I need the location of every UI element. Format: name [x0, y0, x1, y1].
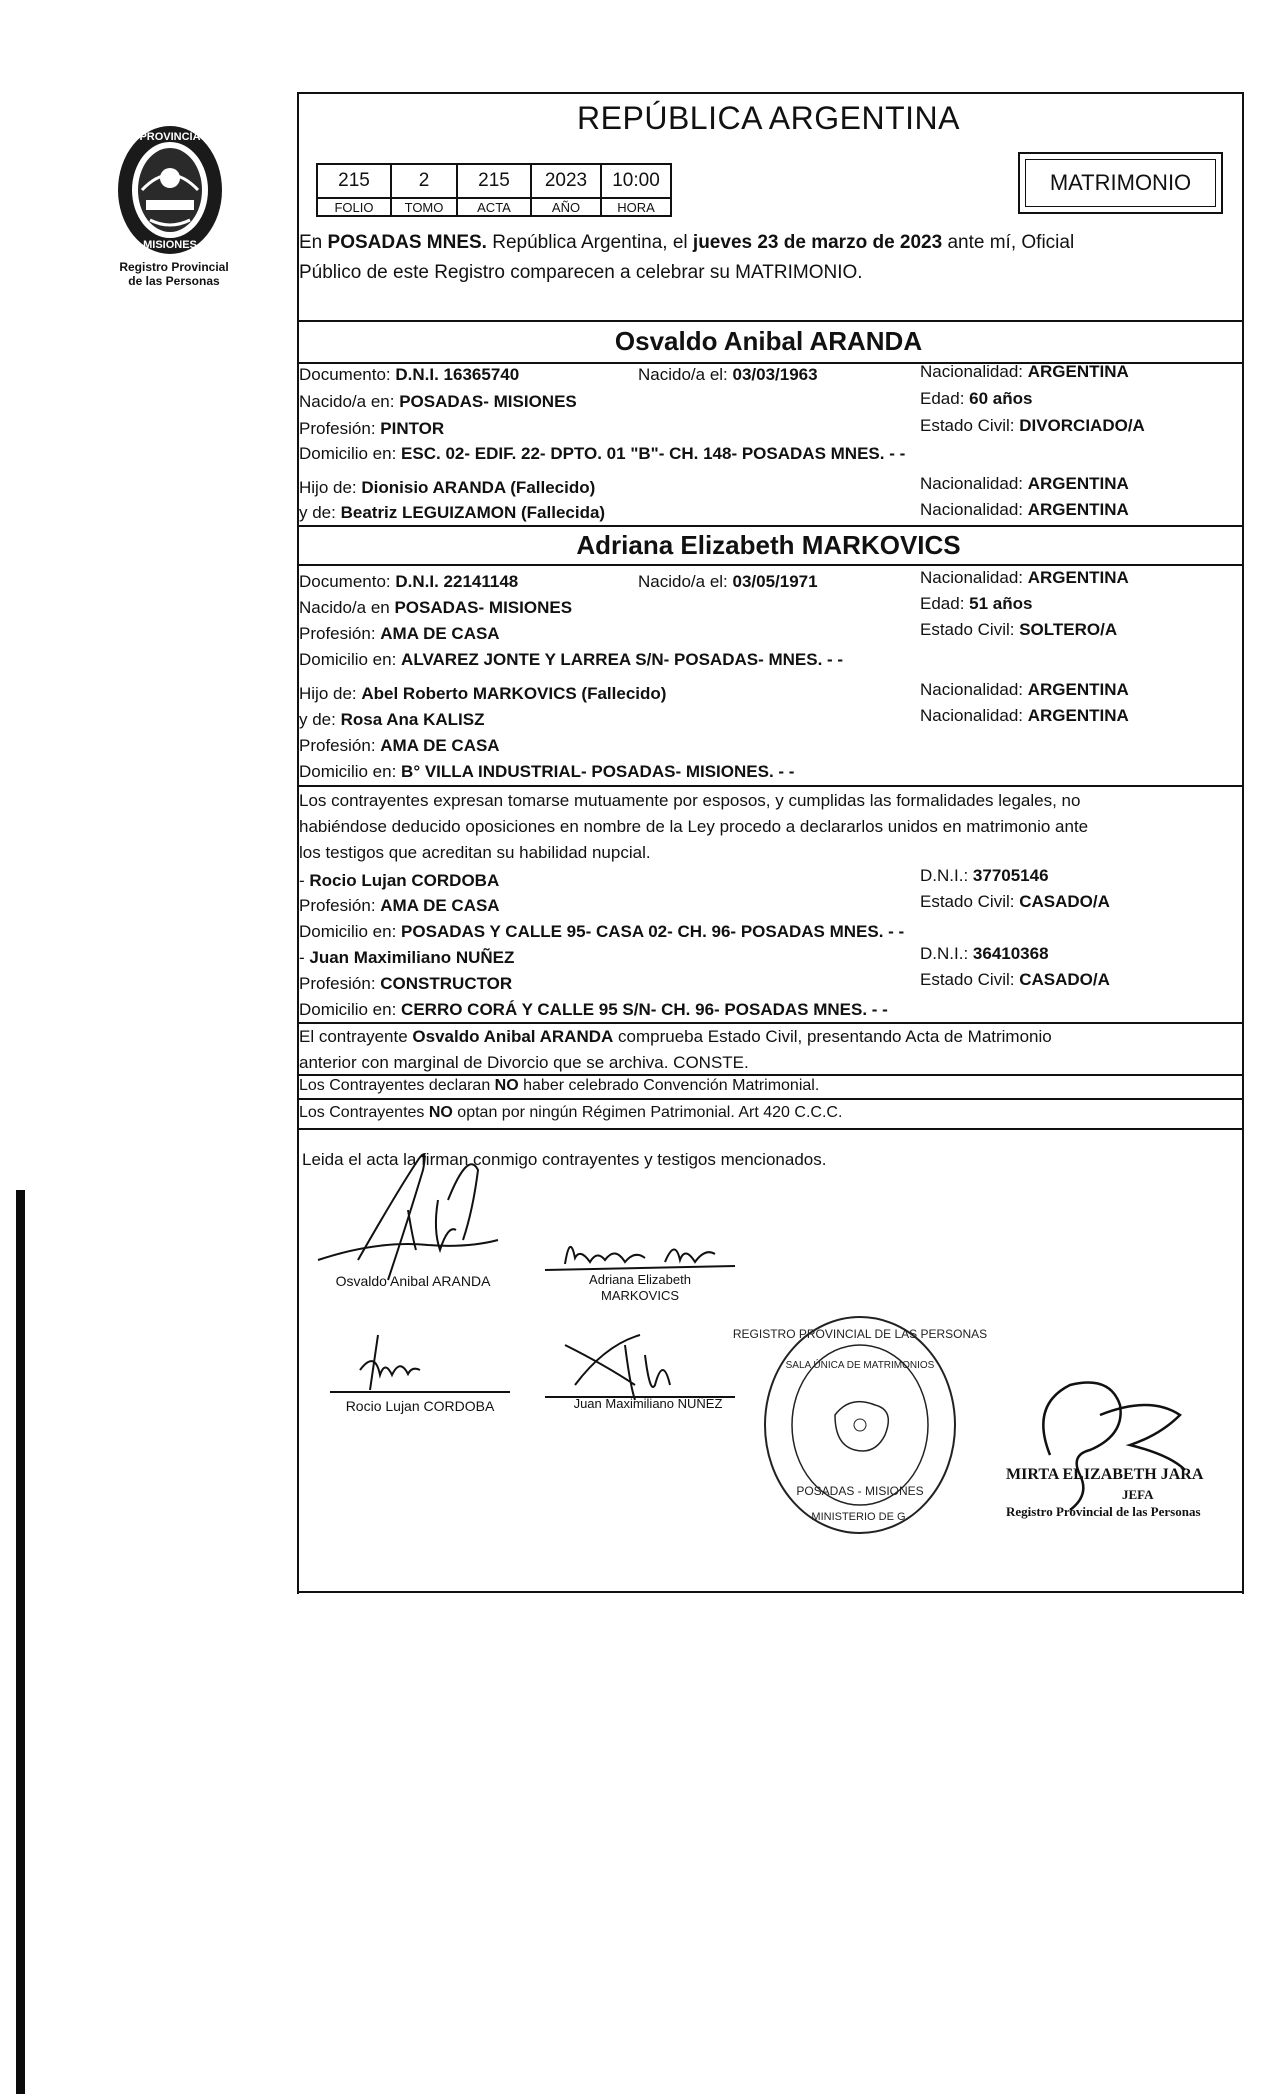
civil-status-note: [297, 1024, 1242, 1076]
witness2-civil-status: Estado Civil: CASADO/A: [920, 970, 1110, 989]
spouse2-name: Adriana Elizabeth MARKOVICS: [576, 530, 961, 560]
spouse2-father-nationality: Nacionalidad: ARGENTINA: [920, 680, 1129, 699]
spouse1-civil-status: Estado Civil: DIVORCIADO/A: [920, 416, 1145, 435]
spouse2-age: Edad: 51 años: [920, 594, 1033, 613]
seal-outer-text: REGISTRO PROVINCIAL DE LAS PERSONAS: [732, 1327, 988, 1341]
witness1-signature-label: Rocio Lujan CORDOBA: [345, 1398, 495, 1414]
spouse1-nationality: Nacionalidad: ARGENTINA: [920, 362, 1129, 381]
seal-ministry-text: MINISTERIO DE G.: [811, 1511, 909, 1523]
declaration-line3: los testigos que acreditan su habilidad nupcial.: [299, 843, 651, 862]
declaration-line2: habiéndose deducido oposiciones en nombre de la Ley procedo a declararlos unidos en matrimonio ante: [299, 817, 1089, 836]
spouse1-address: Domicilio en: ESC. 02- EDIF. 22- DPTO. 01 "B"- CH. 148- POSADAS MNES. - -: [299, 444, 906, 463]
spouse1-father-nationality: Nacionalidad: ARGENTINA: [920, 474, 1129, 493]
witness2-signature-label: Juan Maximiliano NUÑEZ: [573, 1396, 723, 1411]
officer-name: MIRTA ELIZABETH JARA: [1006, 1466, 1204, 1483]
spouse1-signature-icon: [298, 1130, 538, 1290]
spouse2-mother-profession: Profesión: AMA DE CASA: [299, 736, 500, 755]
spouse2-mother-nationality: Nacionalidad: ARGENTINA: [920, 706, 1129, 725]
acta-label: ACTA: [457, 198, 531, 216]
spouse2-mother: y de: Rosa Ana KALISZ: [299, 710, 485, 729]
spouse2-mother-address: Domicilio en: B° VILLA INDUSTRIAL- POSADAS- MISIONES. - -: [299, 762, 795, 781]
folio-label: FOLIO: [317, 198, 391, 216]
spouse2-profession: Profesión: AMA DE CASA: [299, 624, 500, 643]
registry-seal-icon: [732, 1310, 988, 1540]
spouse2-address: Domicilio en: ALVAREZ JONTE Y LARREA S/N- POSADAS- MNES. - -: [299, 650, 844, 669]
regime-statement: Los Contrayentes NO optan por ningún Régimen Patrimonial. Art 420 C.C.C.: [299, 1104, 843, 1121]
declaration-paragraph: [297, 788, 1242, 866]
certificate-type-box: [1018, 152, 1223, 214]
witness2-profession: Profesión: CONSTRUCTOR: [299, 974, 513, 993]
spouse2-father: Hijo de: Abel Roberto MARKOVICS (Fallecido): [299, 684, 667, 703]
spouse2-birthdate: Nacido/a el: 03/05/1971: [638, 572, 818, 591]
hour-label: HORA: [601, 198, 671, 216]
spouse1-mother: y de: Beatriz LEGUIZAMON (Fallecida): [299, 503, 606, 522]
certificate-type: MATRIMONIO: [1049, 170, 1192, 195]
officer-office: Registro Provincial de las Personas: [1006, 1504, 1201, 1519]
page-title: REPÚBLICA ARGENTINA: [577, 100, 960, 136]
logo-caption-line1: Registro Provincial: [119, 260, 229, 274]
divider: [297, 785, 1242, 787]
witness2-signature-icon: [545, 1325, 745, 1405]
spouse1-birthdate: Nacido/a el: 03/03/1963: [638, 365, 818, 384]
divider: [297, 1098, 1242, 1100]
note-line2: anterior con marginal de Divorcio que se archiva. CONSTE.: [299, 1053, 749, 1072]
note-line1: El contrayente Osvaldo Anibal ARANDA comprueba Estado Civil, presentando Acta de Matrimonio: [299, 1027, 1052, 1046]
closing-statement: Leida el acta la firman conmigo contrayentes y testigos mencionados.: [302, 1150, 827, 1169]
tomo-label: TOMO: [391, 198, 457, 216]
divider: [297, 564, 1242, 566]
hour-value: 10:00: [601, 164, 671, 198]
witness2-name: - Juan Maximiliano NUÑEZ: [299, 948, 515, 967]
logo-caption: [104, 260, 244, 288]
province-coat-of-arms-icon: [110, 120, 230, 280]
logo-ring-top: PROVINCIA: [139, 131, 201, 143]
witness1-civil-status: Estado Civil: CASADO/A: [920, 892, 1110, 911]
spouse1-name: Osvaldo Anibal ARANDA: [614, 326, 923, 356]
witness1-name: - Rocio Lujan CORDOBA: [299, 871, 500, 890]
intro-line1: En POSADAS MNES. República Argentina, el jueves 23 de marzo de 2023 ante mí, Oficial: [299, 232, 1075, 253]
seal-inner-text: SALA ÚNICA DE MATRIMONIOS: [785, 1360, 935, 1371]
year-value: 2023: [531, 164, 601, 198]
witness1-profession: Profesión: AMA DE CASA: [299, 896, 500, 915]
folio-value: 215: [317, 164, 391, 198]
witness2-address: Domicilio en: CERRO CORÁ Y CALLE 95 S/N- CH. 96- POSADAS MNES. - -: [299, 1000, 888, 1019]
scan-edge-bar: [16, 1190, 25, 2094]
intro-paragraph: [297, 228, 1242, 288]
convention-statement: Los Contrayentes declaran NO haber celebrado Convención Matrimonial.: [299, 1077, 820, 1094]
intro-city: POSADAS MNES.: [327, 232, 487, 253]
officer-signature-icon: [1010, 1375, 1200, 1515]
certificate-frame-bottom: [297, 1591, 1242, 1593]
spouse1-document: Documento: D.N.I. 16365740: [299, 365, 520, 384]
spouse1-signature-label: Osvaldo Anibal ARANDA: [335, 1273, 491, 1289]
logo-caption-line2: de las Personas: [128, 274, 220, 288]
year-label: AÑO: [531, 198, 601, 216]
intro-line2: Público de este Registro comparecen a celebrar su MATRIMONIO.: [299, 262, 863, 283]
registry-table: [316, 163, 672, 217]
spouse1-age: Edad: 60 años: [920, 389, 1033, 408]
spouse1-mother-nationality: Nacionalidad: ARGENTINA: [920, 500, 1129, 519]
divider: [297, 525, 1242, 527]
witness1-signature-icon: [320, 1330, 520, 1400]
spouse2-birthplace: Nacido/a en POSADAS- MISIONES: [299, 598, 573, 617]
witness2-dni: D.N.I.: 36410368: [920, 944, 1049, 963]
declaration-line1: Los contrayentes expresan tomarse mutuamente por esposos, y cumplidas las formalidades legales, no: [299, 791, 1081, 810]
seal-bottom-text: POSADAS - MISIONES: [796, 1484, 924, 1498]
witness1-address: Domicilio en: POSADAS Y CALLE 95- CASA 02- CH. 96- POSADAS MNES. - -: [299, 922, 905, 941]
spouse2-nationality: Nacionalidad: ARGENTINA: [920, 568, 1129, 587]
spouse1-profession: Profesión: PINTOR: [299, 419, 445, 438]
logo-ring-bottom: MISIONES: [143, 239, 197, 251]
acta-value: 215: [457, 164, 531, 198]
witness1-dni: D.N.I.: 37705146: [920, 866, 1049, 885]
spouse2-signature-label: Adriana Elizabeth MARKOVICS: [589, 1272, 691, 1303]
spouse2-civil-status: Estado Civil: SOLTERO/A: [920, 620, 1118, 639]
spouse1-birthplace: Nacido/a en: POSADAS- MISIONES: [299, 392, 577, 411]
spouse1-father: Hijo de: Dionisio ARANDA (Fallecido): [299, 478, 596, 497]
tomo-value: 2: [391, 164, 457, 198]
divider: [297, 320, 1242, 322]
intro-date: jueves 23 de marzo de 2023: [692, 232, 943, 253]
officer-role: JEFA: [1122, 1487, 1154, 1502]
spouse2-document: Documento: D.N.I. 22141148: [299, 572, 519, 591]
spouse2-signature-icon: [535, 1228, 755, 1278]
